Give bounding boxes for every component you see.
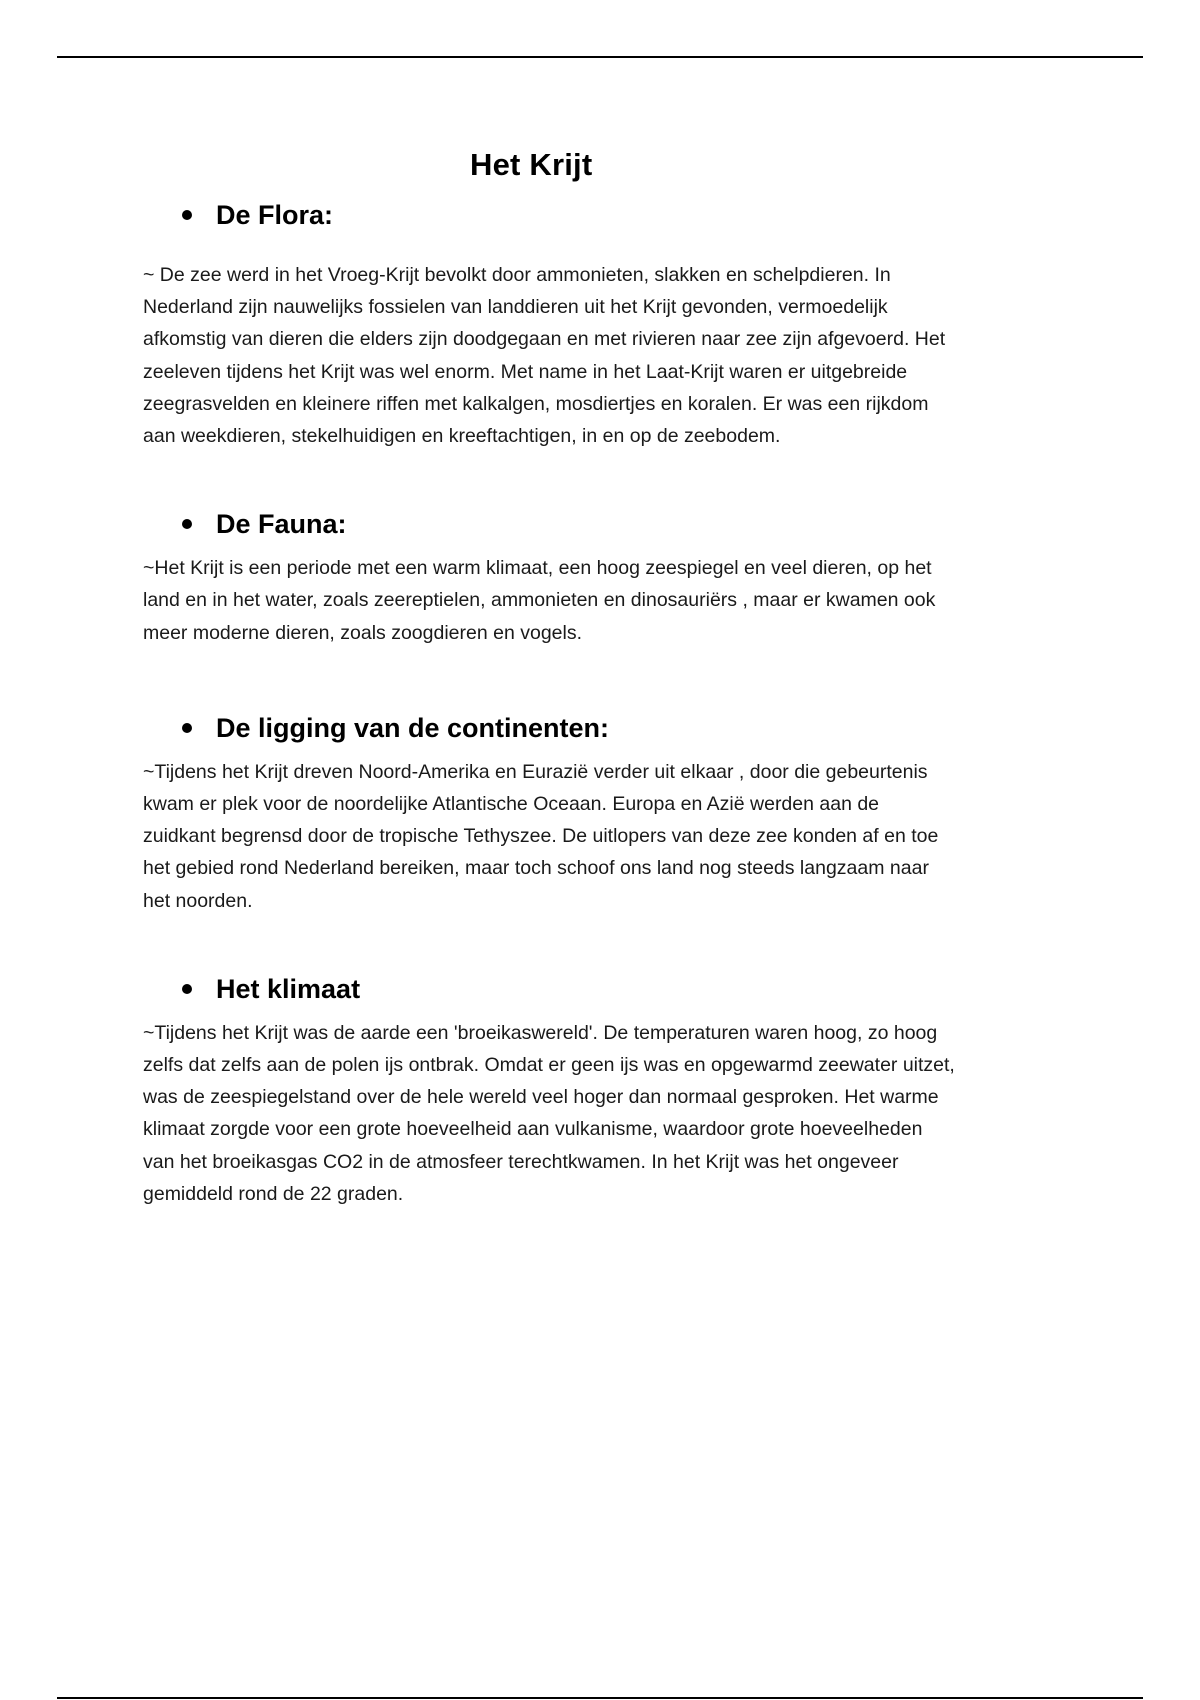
bullet-icon xyxy=(182,723,192,733)
section-heading-label: De ligging van de continenten: xyxy=(216,712,610,743)
section-heading xyxy=(143,708,1063,748)
section-heading-label: De Fauna: xyxy=(216,509,347,540)
section-heading xyxy=(143,969,1063,1009)
footer-rule xyxy=(57,1697,1143,1699)
section-heading-label: De Flora: xyxy=(216,200,334,230)
section-heading xyxy=(143,195,1063,235)
section-paragraph: ~Het Krijt is een periode met een warm klimaat, een hoog zeespiegel en veel dieren, op het land en in het water, zoals zeereptielen, ammonieten en dinosauriërs , maar er kwamen ook meer moderne dieren, zoals zoogdieren en vogels. xyxy=(143,557,936,644)
section-fauna xyxy=(143,504,1063,649)
section-heading-label: Het klimaat xyxy=(216,973,361,1004)
section-paragraph: ~ De zee werd in het Vroeg-Krijt bevolkt door ammonieten, slakken en schelpdieren. In Nederland zijn nauwelijks fossielen van landdieren uit het Krijt gevonden, vermoedelijk afkomstig van dieren die elders zijn doodgegaan en met rivieren naar zee zijn afgevoerd. Het zeeleven tijdens het Krijt was wel enorm. Met name in het Laat-Krijt waren er uitgebreide zeegrasvelden en kleinere riffen met kalkalgen, mosdiertjes en koralen. Er was een rijkdom aan weekdieren, stekelhuidigen en kreeftachtigen, in en op de zeebodem. xyxy=(143,264,946,448)
bullet-icon xyxy=(182,210,192,220)
document-body xyxy=(143,143,1063,1262)
section-flora xyxy=(143,195,1063,452)
section-heading xyxy=(143,504,1063,544)
section-paragraph: ~Tijdens het Krijt dreven Noord-Amerika en Eurazië verder uit elkaar , door die gebeurtenis kwam er plek voor de noordelijke Atlantische Oceaan. Europa en Azië werden aan de zuidkant begrensd door de tropische Tethyszee. De uitlopers van deze zee konden af en toe het gebied rond Nederland bereiken, maar toch schoof ons land nog steeds langzaam naar het noorden. xyxy=(143,760,939,912)
section-klimaat xyxy=(143,969,1063,1210)
bullet-icon xyxy=(182,519,192,529)
document-title: Het Krijt xyxy=(470,147,593,182)
section-continenten xyxy=(143,708,1063,917)
section-paragraph: ~Tijdens het Krijt was de aarde een 'broeikaswereld'. De temperaturen waren hoog, zo hoog zelfs dat zelfs aan de polen ijs ontbrak. Omdat er geen ijs was en opgewarmd zeewater uitzet, was de zeespiegelstand over de hele wereld veel hoger dan normaal gesproken. Het warme klimaat zorgde voor een grote hoeveelheid aan vulkanisme, waardoor grote hoeveelheden van het broeikasgas CO2 in de atmosfeer terechtkwamen. In het Krijt was het ongeveer gemiddeld rond de 22 graden. xyxy=(143,1021,955,1205)
bullet-icon xyxy=(182,984,192,994)
header-rule xyxy=(57,56,1143,58)
